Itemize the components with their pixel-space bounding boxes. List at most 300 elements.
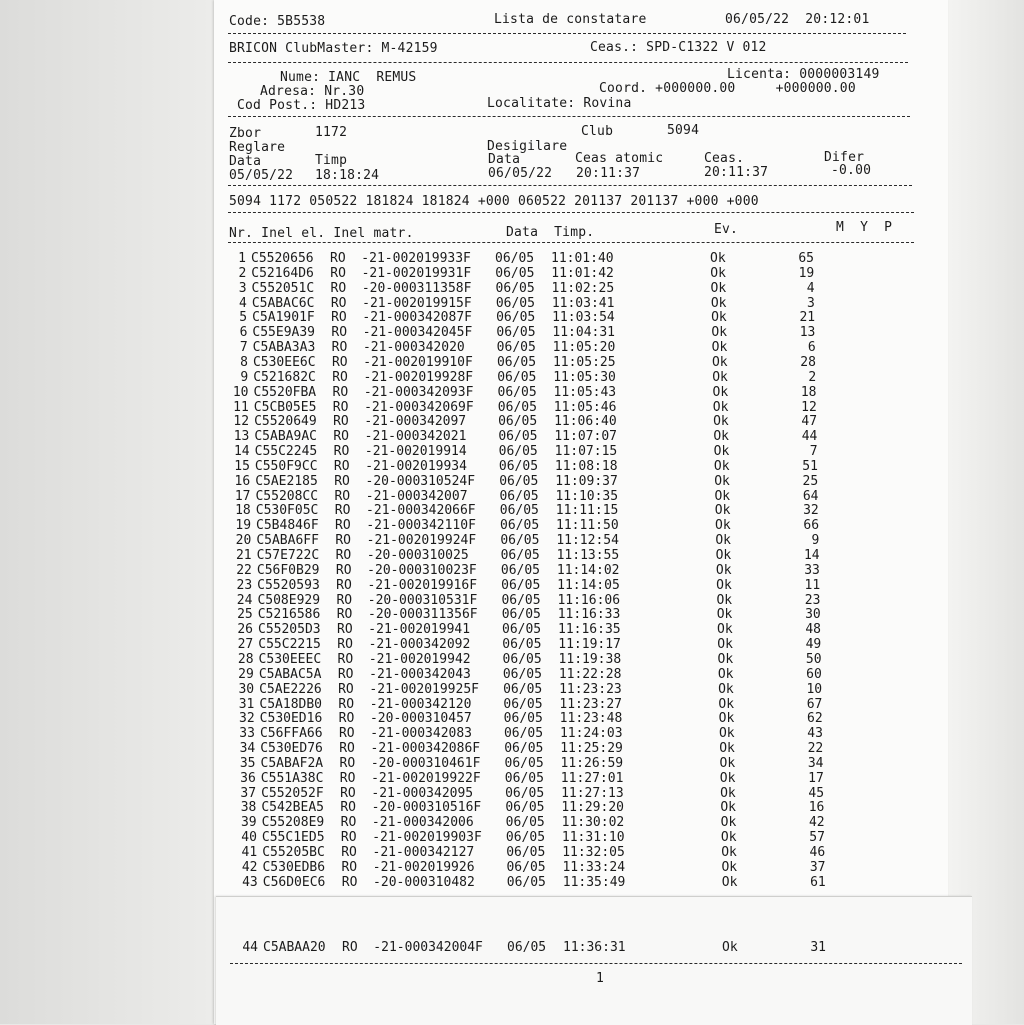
row-number: 16 — [234, 473, 251, 489]
row-number: 30 — [238, 681, 255, 697]
owner-address: Adresa: Nr.30 — [260, 84, 365, 99]
electronic-ring: C552051C — [251, 280, 315, 296]
ring-registration: RO -21-002019925F — [338, 681, 479, 697]
printout-lower-sheet — [216, 896, 972, 1025]
position-m: 51 — [802, 458, 818, 474]
row-number: 33 — [239, 726, 255, 742]
position-m: 9 — [811, 533, 820, 549]
ring-registration: RO -21-000342020 — [331, 340, 473, 356]
adjust-time: 18:18:24 — [315, 168, 380, 183]
ring-registration: RO -21-000342127 — [341, 845, 483, 860]
arrival-date: 06/05 — [502, 637, 542, 653]
ring-registration: RO -21-000342045F — [331, 325, 473, 341]
row-number: 35 — [239, 755, 256, 771]
position-m: 2 — [808, 369, 817, 385]
position-m: 14 — [803, 548, 820, 563]
arrival-date: 06/05 — [497, 384, 537, 400]
ring-registration: RO -21-000342093F — [332, 384, 474, 400]
ring-registration: RO -21-002019916F — [336, 577, 478, 593]
electronic-ring: C552052F — [261, 785, 324, 801]
event-status: Ok — [715, 518, 731, 534]
position-m: 57 — [809, 830, 825, 846]
event-status: Ok — [720, 815, 737, 831]
event-status: Ok — [718, 711, 735, 727]
position-m: 67 — [806, 696, 823, 712]
page-number: 1 — [596, 971, 605, 986]
arrival-date: 06/05 — [499, 488, 539, 504]
electronic-ring: C5B4846F — [256, 518, 319, 534]
electronic-ring: C5AE2226 — [259, 681, 322, 697]
event-status: Ok — [718, 696, 735, 712]
arrival-time: 11:23:23 — [559, 681, 622, 697]
event-status: Ok — [714, 488, 731, 504]
event-status: Ok — [711, 340, 728, 356]
position-m: 44 — [801, 429, 818, 445]
arrival-date: 06/05 — [503, 726, 544, 742]
arrival-date: 06/05 — [502, 622, 542, 638]
atomic-clock-time: 20:11:37 — [576, 166, 641, 181]
club-number: 5094 — [667, 123, 700, 138]
flight-number: 1172 — [315, 125, 348, 140]
arrival-time: 11:22:28 — [558, 666, 622, 682]
position-m: 61 — [810, 874, 826, 890]
arrival-time: 11:32:05 — [562, 845, 625, 860]
electronic-ring: C56FFA66 — [259, 726, 323, 742]
club-master: BRICON ClubMaster: M-42159 — [229, 41, 438, 56]
ring-registration: RO -20-000310531F — [336, 592, 478, 608]
row-number: 19 — [235, 518, 252, 534]
ring-registration: RO -21-002019922F — [339, 770, 481, 786]
row-number: 3 — [238, 280, 247, 296]
position-m: 34 — [807, 755, 824, 771]
arrival-time: 11:16:35 — [558, 622, 621, 638]
electronic-ring: C508E929 — [257, 592, 321, 608]
arrival-time: 11:12:54 — [556, 533, 619, 549]
event-status: Ok — [719, 770, 736, 786]
row-number: 21 — [235, 548, 252, 563]
row-number: 23 — [236, 577, 253, 593]
event-status: Ok — [710, 295, 727, 311]
electronic-ring: C57E722C — [256, 548, 320, 563]
ring-registration: RO -20-000310023F — [335, 562, 477, 578]
event-status: Ok — [712, 384, 729, 400]
event-status: Ok — [717, 666, 734, 682]
row-number: 39 — [240, 815, 257, 831]
ring-registration: RO -21-000342092 — [337, 637, 479, 653]
row-number: 20 — [235, 533, 252, 549]
arrival-time: 11:01:42 — [551, 265, 614, 281]
arrival-time: 11:36:31 — [563, 940, 626, 955]
position-m: 64 — [802, 488, 819, 504]
arrival-date: 06/05 — [497, 399, 537, 415]
row-number: 29 — [238, 666, 254, 682]
divider — [230, 963, 962, 964]
arrival-time: 11:16:06 — [557, 592, 621, 608]
event-status: Ok — [711, 310, 727, 326]
arrival-date: 06/05 — [505, 815, 545, 831]
row-number: 26 — [237, 622, 253, 638]
event-status: Ok — [712, 369, 728, 385]
ring-registration: RO -20-000310482 — [341, 874, 483, 890]
row-number: 5 — [239, 310, 248, 326]
arrival-date: 06/05 — [498, 429, 538, 445]
position-m: 46 — [809, 845, 826, 860]
arrival-time: 11:03:41 — [551, 295, 615, 311]
arrival-date: 06/05 — [502, 651, 542, 667]
adjust-date-label: Data — [229, 154, 262, 169]
arrival-date: 06/05 — [506, 845, 546, 860]
electronic-ring: C542BEA5 — [261, 800, 324, 816]
ring-registration: RO -21-002019928F — [332, 369, 474, 385]
event-status: Ok — [715, 548, 732, 563]
position-m: 17 — [808, 770, 824, 786]
arrival-date: 06/05 — [496, 310, 536, 326]
arrival-date: 06/05 — [500, 562, 541, 578]
electronic-ring: C52164D6 — [251, 265, 314, 281]
arrival-time: 11:31:10 — [561, 830, 625, 846]
difference-label: Difer — [824, 150, 865, 165]
arrival-date: 06/05 — [501, 577, 541, 593]
position-m: 3 — [807, 295, 815, 311]
arrival-time: 11:27:13 — [561, 785, 624, 801]
position-m: 32 — [803, 503, 819, 519]
electronic-ring: C55205BC — [262, 845, 325, 860]
electronic-ring: C5520656 — [251, 251, 314, 266]
arrival-date: 06/05 — [505, 800, 545, 816]
row-number: 41 — [241, 845, 258, 860]
row-number: 25 — [237, 607, 253, 623]
ring-registration: RO -21-000342066F — [334, 503, 476, 519]
arrival-date: 06/05 — [503, 681, 543, 697]
row-number: 11 — [233, 399, 249, 415]
ring-registration: RO -21-002019910F — [331, 354, 473, 370]
ring-registration: RO -21-002019924F — [335, 533, 477, 549]
electronic-ring: C5ABA6FF — [256, 533, 319, 549]
arrival-time: 11:16:33 — [557, 607, 621, 623]
position-m: 22 — [807, 741, 824, 757]
position-m: 6 — [807, 340, 816, 356]
arrival-time: 11:35:49 — [562, 874, 626, 890]
adjust-label: Reglare — [229, 140, 286, 155]
row-number: 31 — [238, 696, 255, 712]
arrival-time: 11:05:25 — [552, 354, 616, 370]
electronic-ring: C550F9CC — [254, 458, 318, 474]
event-status: Ok — [718, 726, 735, 742]
electronic-ring: C5520649 — [254, 414, 317, 430]
electronic-ring: C5AE2185 — [255, 473, 318, 489]
row-number: 34 — [239, 741, 256, 757]
position-m: 21 — [799, 310, 816, 326]
electronic-ring: C5CB05E5 — [253, 399, 317, 415]
event-status: Ok — [710, 280, 727, 296]
position-m: 43 — [807, 726, 823, 742]
event-status: Ok — [712, 399, 729, 415]
arrival-date: 06/05 — [504, 770, 544, 786]
ring-registration: RO -21-000342069F — [332, 399, 474, 415]
position-m: 18 — [800, 384, 817, 400]
event-status: Ok — [718, 681, 734, 697]
position-m: 25 — [802, 473, 819, 489]
event-status: Ok — [720, 830, 737, 846]
arrival-time: 11:04:31 — [552, 325, 616, 341]
electronic-ring: C56D0EC6 — [262, 874, 326, 890]
event-status: Ok — [714, 473, 730, 489]
row-number: 38 — [240, 800, 257, 816]
event-status: Ok — [710, 251, 726, 266]
arrival-time: 11:05:46 — [553, 399, 617, 415]
ring-registration: RO -20-000310025 — [335, 548, 477, 563]
event-status: Ok — [711, 354, 728, 370]
electronic-ring: C530EEEC — [258, 651, 322, 667]
arrival-date: 06/05 — [505, 785, 545, 801]
row-number: 15 — [234, 458, 250, 474]
position-m: 28 — [800, 354, 816, 370]
unseal-label: Desigilare — [487, 139, 568, 154]
electronic-ring: C55C2215 — [258, 637, 321, 653]
arrival-time: 11:13:55 — [556, 548, 620, 563]
ring-registration: RO -21-002019933F — [330, 251, 471, 266]
arrival-date: 06/05 — [495, 251, 535, 266]
arrival-time: 11:29:20 — [561, 800, 624, 816]
event-status: Ok — [720, 785, 736, 801]
electronic-ring: C5A1901F — [252, 310, 315, 326]
ring-registration: RO -21-000342110F — [335, 518, 476, 534]
ring-registration: RO -21-000342097 — [333, 414, 474, 430]
position-m: 42 — [808, 815, 825, 831]
arrival-date: 06/05 — [496, 325, 536, 341]
position-m: 49 — [805, 637, 822, 653]
difference-value: -0.00 — [831, 163, 872, 178]
row-number: 37 — [240, 785, 257, 801]
position-m: 50 — [805, 651, 822, 667]
event-status: Ok — [717, 622, 733, 638]
clock-id: Ceas.: SPD-C1322 V 012 — [590, 40, 767, 55]
ring-registration: RO -20-000310524F — [334, 473, 476, 489]
arrival-time: 11:23:27 — [559, 696, 623, 712]
electronic-ring: C551A38C — [260, 770, 324, 786]
arrival-time: 11:19:17 — [558, 637, 621, 653]
locality: Localitate: Rovina — [487, 96, 632, 111]
arrival-date: 06/05 — [500, 533, 540, 549]
arrival-time: 11:26:59 — [560, 755, 624, 771]
row-number: 22 — [236, 562, 252, 578]
divider — [228, 185, 912, 186]
report-datetime: 06/05/22 20:12:01 — [725, 12, 870, 27]
arrival-date: 06/05 — [500, 518, 540, 534]
arrival-date: 06/05 — [495, 280, 535, 296]
row-number: 14 — [233, 444, 250, 460]
position-m: 60 — [806, 666, 822, 682]
row-number: 32 — [239, 711, 255, 727]
event-status: Ok — [721, 859, 738, 875]
electronic-ring: C55208CC — [255, 488, 319, 504]
position-m: 30 — [805, 607, 821, 623]
arrival-date: 06/05 — [507, 940, 547, 955]
atomic-clock-label: Ceas atomic — [575, 151, 664, 166]
event-status: Ok — [713, 444, 730, 460]
position-m: 47 — [801, 414, 818, 430]
postal-code: Cod Post.: HD213 — [237, 98, 366, 113]
electronic-ring: C5520593 — [257, 577, 320, 593]
electronic-ring: C530ED16 — [259, 711, 323, 727]
row-number: 7 — [239, 340, 248, 356]
row-number: 28 — [237, 651, 254, 667]
club-label: Club — [581, 124, 614, 139]
electronic-ring: C530EDB6 — [262, 859, 326, 875]
ring-registration: RO -21-000342006 — [340, 815, 482, 831]
arrival-time: 11:06:40 — [554, 414, 617, 430]
ring-registration: RO -20-000310516F — [340, 800, 482, 816]
arrival-date: 06/05 — [495, 265, 535, 281]
arrival-time: 11:08:18 — [554, 458, 618, 474]
electronic-ring: C56F0B29 — [256, 562, 320, 578]
arrival-time: 11:14:02 — [556, 562, 620, 578]
position-m: 13 — [799, 325, 816, 341]
electronic-ring: C5A18DB0 — [259, 696, 323, 712]
ring-registration: RO -20-000311358F — [330, 280, 472, 296]
position-m: 65 — [798, 251, 814, 266]
electronic-ring: C55C1ED5 — [261, 830, 325, 846]
event-status: Ok — [711, 325, 728, 341]
arrival-time: 11:07:07 — [554, 429, 617, 445]
event-status: Ok — [717, 637, 733, 653]
license: Licenta: 0000003149 — [727, 67, 880, 82]
row-number: 44 — [242, 940, 258, 955]
position-m: 16 — [808, 800, 825, 816]
position-m: 12 — [801, 399, 817, 415]
row-number: 12 — [233, 414, 250, 430]
electronic-ring: C55208E9 — [261, 815, 325, 831]
arrival-time: 11:19:38 — [558, 651, 622, 667]
adjust-date: 05/05/22 — [229, 168, 294, 183]
event-status: Ok — [715, 562, 732, 578]
table-header-ev: Ev. — [714, 222, 739, 237]
arrival-time: 11:24:03 — [559, 726, 623, 742]
arrival-date: 06/05 — [498, 458, 539, 474]
ring-registration: RO -21-002019926 — [341, 859, 483, 875]
arrival-date: 06/05 — [504, 741, 544, 757]
arrival-date: 06/05 — [501, 592, 541, 608]
arrival-time: 11:11:15 — [555, 503, 619, 519]
unseal-date: 06/05/22 — [488, 166, 553, 181]
event-status: Ok — [716, 577, 732, 593]
arrival-time: 11:30:02 — [561, 815, 625, 831]
ring-registration: RO -21-002019915F — [330, 295, 472, 311]
table-header-left: Nr. Inel el. Inel matr. — [229, 226, 414, 241]
unseal-date-label: Data — [488, 152, 521, 167]
code-line: 5094 1172 050522 181824 181824 +000 060522 201137 201137 +000 +000 — [229, 194, 759, 209]
position-m: 10 — [806, 681, 823, 697]
arrival-date: 06/05 — [496, 340, 536, 356]
event-status: Ok — [719, 755, 736, 771]
row-number: 42 — [241, 859, 258, 875]
arrival-time: 11:05:43 — [553, 384, 617, 400]
arrival-date: 06/05 — [503, 711, 543, 727]
ring-registration: RO -21-002019903F — [340, 830, 482, 846]
row-number: 36 — [240, 770, 256, 786]
ring-registration: RO -21-000342083 — [338, 726, 480, 742]
event-status: Ok — [716, 592, 733, 608]
arrival-time: 11:03:54 — [552, 310, 615, 326]
electronic-ring: C5ABAF2A — [260, 755, 324, 771]
event-status: Ok — [715, 533, 731, 549]
arrival-date: 06/05 — [499, 473, 539, 489]
row-number: 10 — [232, 384, 249, 400]
arrival-date: 06/05 — [499, 503, 539, 519]
arrival-date: 06/05 — [498, 444, 538, 460]
arrival-date: 06/05 — [506, 874, 546, 890]
arrival-time: 11:33:24 — [562, 859, 626, 875]
ring-registration: RO -21-000342021 — [333, 429, 475, 445]
position-m: 66 — [803, 518, 820, 534]
position-m: 62 — [807, 711, 823, 727]
event-status: Ok — [716, 607, 733, 623]
event-status: Ok — [719, 741, 735, 757]
arrival-time: 11:07:15 — [554, 444, 618, 460]
background-left — [0, 0, 214, 1024]
event-status: Ok — [717, 651, 734, 667]
ring-registration: RO -21-000342095 — [340, 785, 481, 801]
event-status: Ok — [721, 874, 738, 890]
row-number: 8 — [240, 354, 248, 370]
arrival-date: 06/05 — [496, 354, 537, 370]
divider — [228, 116, 910, 117]
arrival-time: 11:02:25 — [551, 280, 615, 296]
position-m: 7 — [809, 444, 818, 460]
electronic-ring: C5ABA9AC — [254, 429, 317, 445]
row-number: 4 — [239, 295, 247, 311]
electronic-ring: C5520FBA — [253, 384, 317, 400]
ring-registration: RO -21-000342004F — [342, 940, 483, 955]
table-header-data-time: Data Timp. — [506, 225, 595, 240]
report-code: Code: 5B5538 — [229, 14, 326, 29]
electronic-ring: C5ABAA20 — [263, 940, 326, 955]
electronic-ring: C530F05C — [255, 503, 319, 519]
position-m: 19 — [798, 265, 815, 281]
arrival-date: 06/05 — [503, 696, 543, 712]
divider — [228, 212, 914, 213]
arrival-time: 11:05:30 — [553, 369, 616, 385]
ring-registration: RO -21-002019942 — [337, 651, 479, 667]
position-m: 23 — [804, 592, 821, 608]
row-number: 18 — [235, 503, 251, 519]
event-status: Ok — [713, 414, 729, 430]
event-status: Ok — [713, 458, 730, 474]
arrival-date: 06/05 — [500, 548, 540, 563]
row-number: 13 — [233, 429, 250, 445]
arrival-date: 06/05 — [505, 830, 546, 846]
ring-registration: RO -21-000342087F — [331, 310, 472, 326]
background-right — [946, 0, 1024, 1024]
arrival-time: 11:27:01 — [560, 770, 624, 786]
printout-page — [214, 0, 948, 1024]
arrival-date: 06/05 — [498, 414, 538, 430]
position-m: 11 — [804, 577, 821, 593]
event-status: Ok — [713, 429, 730, 445]
report-title: Lista de constatare — [494, 12, 647, 27]
arrival-time: 11:14:05 — [557, 577, 620, 593]
flight-label: Zbor — [229, 126, 262, 141]
row-number: 2 — [238, 265, 247, 281]
electronic-ring: C530ED76 — [260, 741, 323, 757]
electronic-ring: C5216586 — [257, 607, 321, 623]
ring-registration: RO -20-000310457 — [338, 711, 480, 727]
position-m: 31 — [810, 940, 826, 955]
ring-registration: RO -21-000342086F — [339, 741, 481, 757]
arrival-time: 11:01:40 — [551, 251, 614, 266]
event-status: Ok — [722, 940, 738, 955]
row-number: 43 — [242, 874, 258, 890]
